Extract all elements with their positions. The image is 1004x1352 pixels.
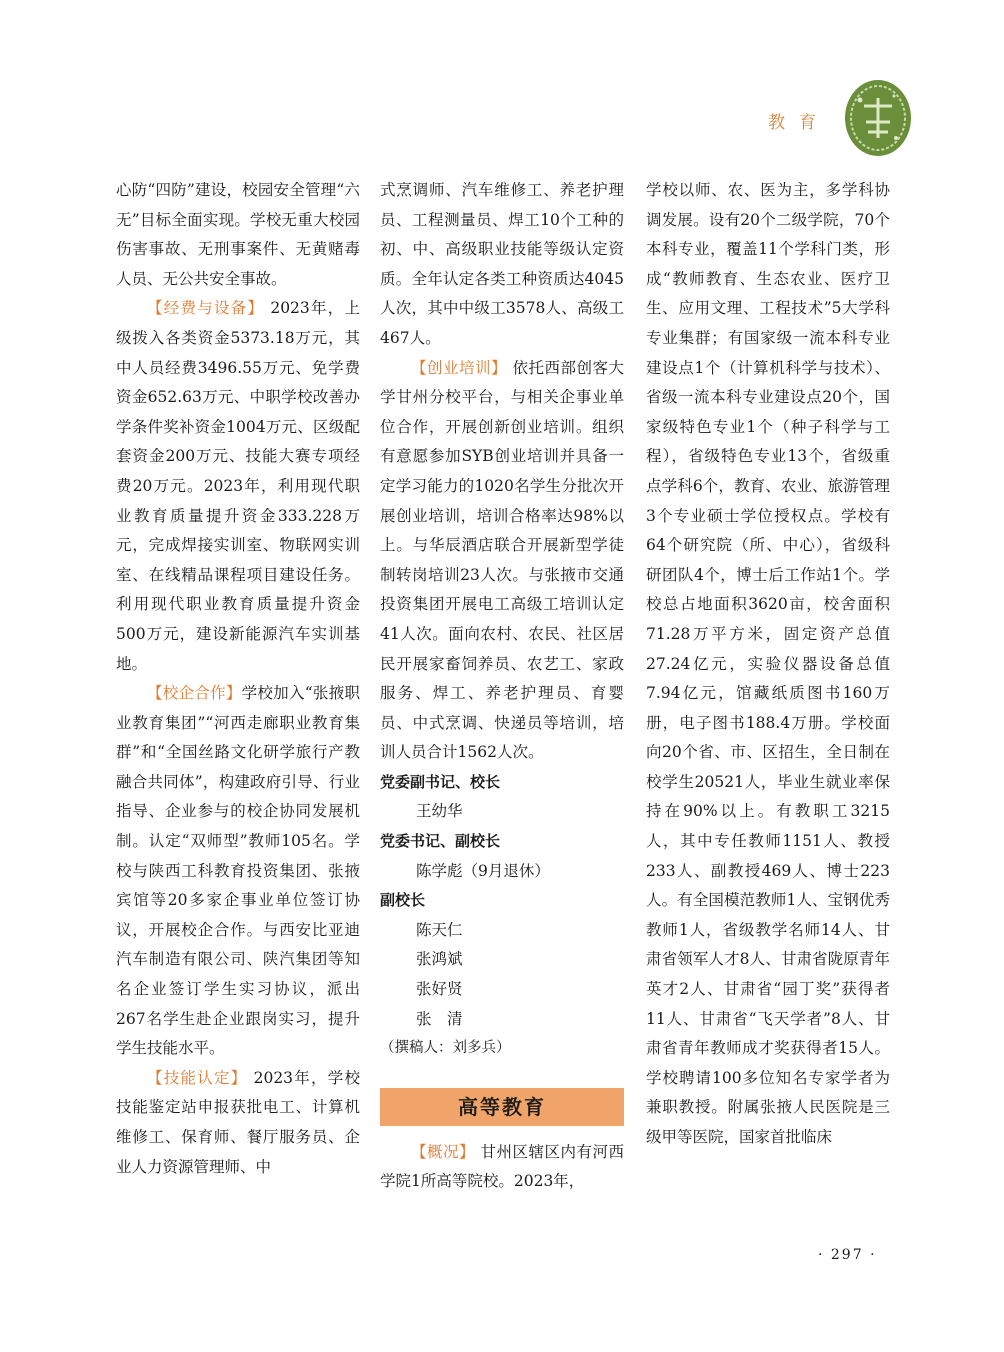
text-column-2 bbox=[380, 176, 624, 1197]
role-title: 党委副书记、校长 bbox=[380, 772, 501, 791]
section-tag: 【经费与设备】 bbox=[147, 299, 265, 318]
author-credit: （撰稿人：刘多兵） bbox=[380, 1040, 511, 1057]
paragraph bbox=[116, 294, 360, 679]
section-header-label: 教育 bbox=[768, 113, 830, 133]
paragraph bbox=[116, 679, 360, 1064]
section-tag: 【创业培训】 bbox=[411, 358, 508, 377]
page-number: · 297 · bbox=[818, 1247, 877, 1263]
paragraph-body: 2023年，上级拨入各类资金5373.18万元，其中人员经费3496.55万元、免学费资金652.63万元、中职学校改善办学条件奖补资金1004万元、区级配套资金200万元、技能大赛专项经费20万元。2023年，利用现代职业教育质量提升资金333.228万元，完成焊接实训室、物联网实训室、在线精品课程项目建设任务。利用现代职业教育质量提升资金500万元，建设新能源汽车实训基地。 bbox=[116, 299, 360, 673]
section-tag: 【技能认定】 bbox=[147, 1068, 248, 1087]
paragraph bbox=[380, 354, 624, 768]
section-title-bar: 高等教育 bbox=[380, 1088, 624, 1126]
paragraph-body: 依托西部创客大学甘州分校平台，与相关企事业单位合作，开展创新创业培训。组织有意愿参加SYB创业培训并具备一定学习能力的1020名学生分批次开展创业培训，培训合格率达98%以上。与华辰酒店联合开展新型学徒制转岗培训23人次。与张掖市交通投资集团开展电工高级工培训认定41人次。面向农村、农民、社区居民开展家畜饲养员、农艺工、家政服务、焊工、养老护理员、育婴员、中式烹调、快递员等培训，培训人员合计1562人次。 bbox=[380, 358, 624, 762]
person-name: 王幼华 bbox=[416, 802, 463, 821]
paragraph-body: 学校加入“张掖职业教育集团”“河西走廊职业教育集群”和“全国丝路文化研学旅行产教融合共同体”，构建政府引导、行业指导、企业参与的校企协同发展机制。认定“双师型”教师105名。学校与陕西工科教育投资集团、张掖宾馆等20多家企事业单位签订协议，开展校企合作。与西安比亚迪汽车制造有限公司、陕汽集团等知名企业签订学生实习协议，派出267名学生赴企业跟岗实习，提升学生技能水平。 bbox=[116, 684, 360, 1058]
paragraph bbox=[116, 1064, 360, 1182]
role-title: 党委书记、副校长 bbox=[380, 832, 501, 851]
section-tag: 【校企合作】 bbox=[147, 684, 242, 703]
paragraph: 式烹调师、汽车维修工、养老护理员、工程测量员、焊工10个工种的初、中、高级职业技能等级认定资质。全年认定各类工种资质达4045人次，其中中级工3578人、高级工467人。 bbox=[380, 181, 624, 347]
paragraph bbox=[380, 1138, 624, 1197]
person-name: 张好贤 bbox=[416, 980, 463, 999]
person-name: 张鸿斌 bbox=[416, 950, 463, 969]
paragraph-body: 甘州区辖区内有河西学院1所高等院校。2023年， bbox=[380, 1142, 624, 1191]
person-name: 陈天仁 bbox=[416, 920, 463, 939]
role-title: 副校长 bbox=[380, 891, 426, 910]
seal-icon bbox=[842, 78, 914, 158]
section-tag: 【概况】 bbox=[411, 1142, 476, 1161]
paragraph-body: 2023年，学校技能鉴定站申报获批电工、计算机维修工、保育师、餐厅服务员、企业人力资源管理师、中 bbox=[116, 1068, 360, 1176]
person-name: 张 清 bbox=[416, 1009, 463, 1028]
paragraph: 学校以师、农、医为主，多学科协调发展。设有20个二级学院，70个本科专业，覆盖11个学科门类，形成“教师教育、生态农业、医疗卫生、应用文理、工程技术”5大学科专业集群；有国家级一流本科专业建设点1个（计算机科学与技术）、省级一流本科专业建设点20个，国家级特色专业1个（种子科学与工程），省级特色专业13个，省级重点学科6个，教育、农业、旅游管理3个专业硕士学位授权点。学校有64个研究院（所、中心），省级科研团队4个，博士后工作站1个。学校总占地面积3620亩，校舍面积71.28万平方米，固定资产总值27.24亿元，实验仪器设备总值7.94亿元，馆藏纸质图书160万册，电子图书188.4万册。学校面向20个省、市、区招生，全日制在校学生20521人，毕业生就业率保持在90%以上。有教职工3215人，其中专任教师1151人、教授233人、副教授469人、博士223人。有全国模范教师1人、宝钢优秀教师1人，省级教学名师14人、甘肃省领军人才8人、甘肃省陇原青年英才2人、甘肃省“园丁奖”获得者11人、甘肃省“飞天学者”8人、甘肃省青年教师成才奖获得者15人。学校聘请100多位知名专家学者为兼职教授。附属张掖人民医院是三级甲等医院，国家首批临床 bbox=[646, 181, 890, 1146]
text-column-3 bbox=[646, 176, 890, 1153]
paragraph: 心防“四防”建设，校园安全管理“六无”目标全面实现。学校无重大校园伤害事故、无刑事案件、无黄赌毒人员、无公共安全事故。 bbox=[116, 181, 360, 288]
person-name: 陈学彪（9月退休） bbox=[416, 861, 550, 880]
text-column-1 bbox=[116, 176, 360, 1182]
